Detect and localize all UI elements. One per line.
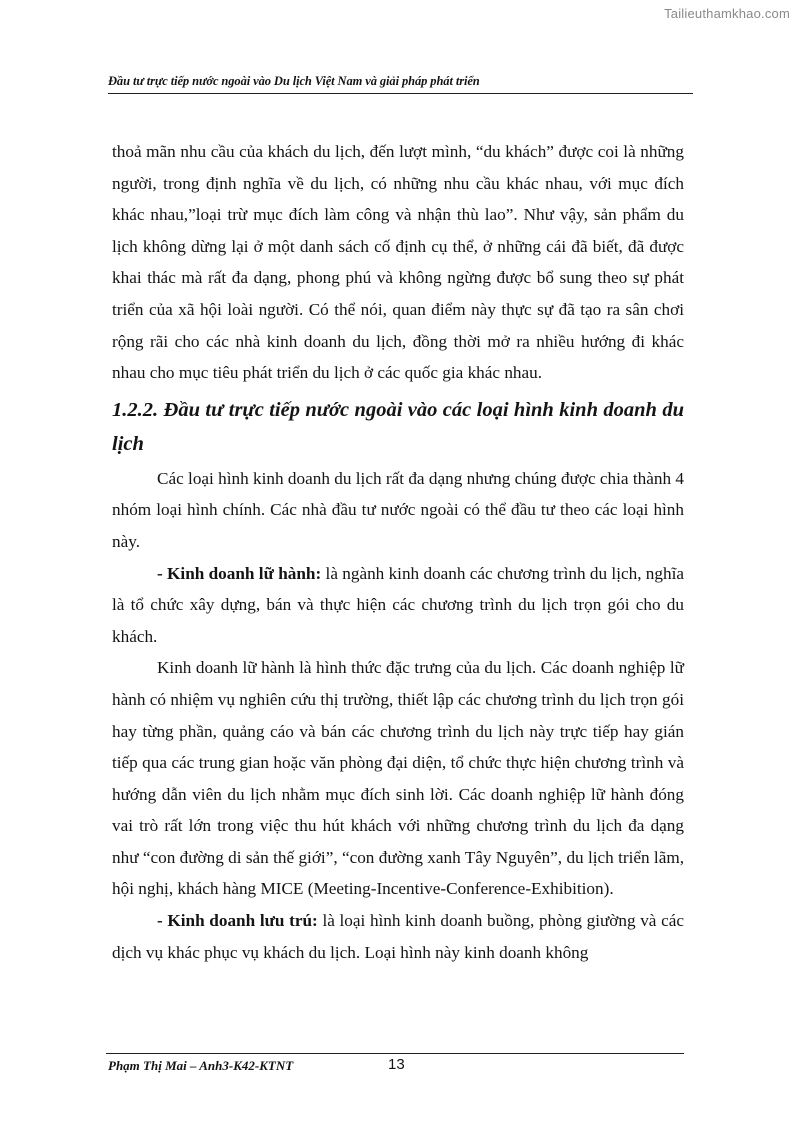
- paragraph-continuation: thoả mãn nhu cầu của khách du lịch, đến lượt mình, “du khách” được coi là những người, trong định nghĩa về du lịch, có những nhu cầu khác nhau, với mục đích khác nhau,”loại trừ mục đích làm công và nhận thù lao”. Như vậy, sản phẩm du lịch không dừng lại ở một danh sách cố định cụ thể, ở những cái đã biết, đã được khai thác mà rất đa dạng, phong phú và không ngừng được bổ sung theo sự phát triển của xã hội loài người. Có thể nói, quan điểm này thực sự đã tạo ra sân chơi rộng rãi cho các nhà kinh doanh du lịch, đồng thời mở ra nhiều hướng đi khác nhau cho mục tiêu phát triển du lịch ở các quốc gia khác nhau.: [112, 142, 684, 383]
- document-body: [112, 136, 684, 968]
- section-heading: 1.2.2. Đầu tư trực tiếp nước ngoài vào các loại hình kinh doanh du lịch: [112, 398, 684, 455]
- list-item-label: - Kinh doanh lưu trú:: [157, 911, 318, 931]
- paragraph-travel-detail: Kinh doanh lữ hành là hình thức đặc trưng của du lịch. Các doanh nghiệp lữ hành có nhiệm vụ nghiên cứu thị trường, thiết lập các chương trình du lịch trọn gói hay từng phần, quảng cáo và bán các chương trình du lịch này trực tiếp hay gián tiếp qua các trung gian hoặc văn phòng đại diện, tổ chức thực hiện chương trình và hướng dẫn viên du lịch nhằm mục đích sinh lời. Các doanh nghiệp lữ hành đóng vai trò rất lớn trong việc thu hút khách với những chương trình du lịch đa dạng như “con đường di sản thế giới”, “con đường xanh Tây Nguyên”, du lịch triển lãm, hội nghị, khách hàng MICE (Meeting-Incentive-Conference-Exhibition).: [112, 658, 684, 899]
- header-title: Đầu tư trực tiếp nước ngoài vào Du lịch Việt Nam và giải pháp phát triển: [108, 74, 480, 88]
- page-footer: [106, 1053, 684, 1073]
- page-number: 13: [388, 1056, 405, 1073]
- footer-author: Phạm Thị Mai – Anh3-K42-KTNT: [108, 1058, 294, 1073]
- paragraph-intro: Các loại hình kinh doanh du lịch rất đa dạng nhưng chúng được chia thành 4 nhóm loại hình chính. Các nhà đầu tư nước ngoài có thể đầu tư theo các loại hình này.: [112, 468, 684, 551]
- list-item-label: - Kinh doanh lữ hành:: [157, 563, 322, 583]
- list-item-accommodation: [112, 905, 684, 968]
- list-item-text: là loại hình kinh doanh buồng, phòng giường và các dịch vụ khác phục vụ khách du lịch. Loại hình này kinh doanh không: [112, 911, 684, 962]
- watermark: Tailieuthamkhao.com: [664, 6, 790, 21]
- running-header: [108, 74, 693, 94]
- list-item-text: là ngành kinh doanh các chương trình du lịch, nghĩa là tổ chức xây dựng, bán và thực hiện các chương trình du lịch trọn gói cho du khách.: [112, 563, 684, 646]
- list-item-travel-business: [112, 558, 684, 653]
